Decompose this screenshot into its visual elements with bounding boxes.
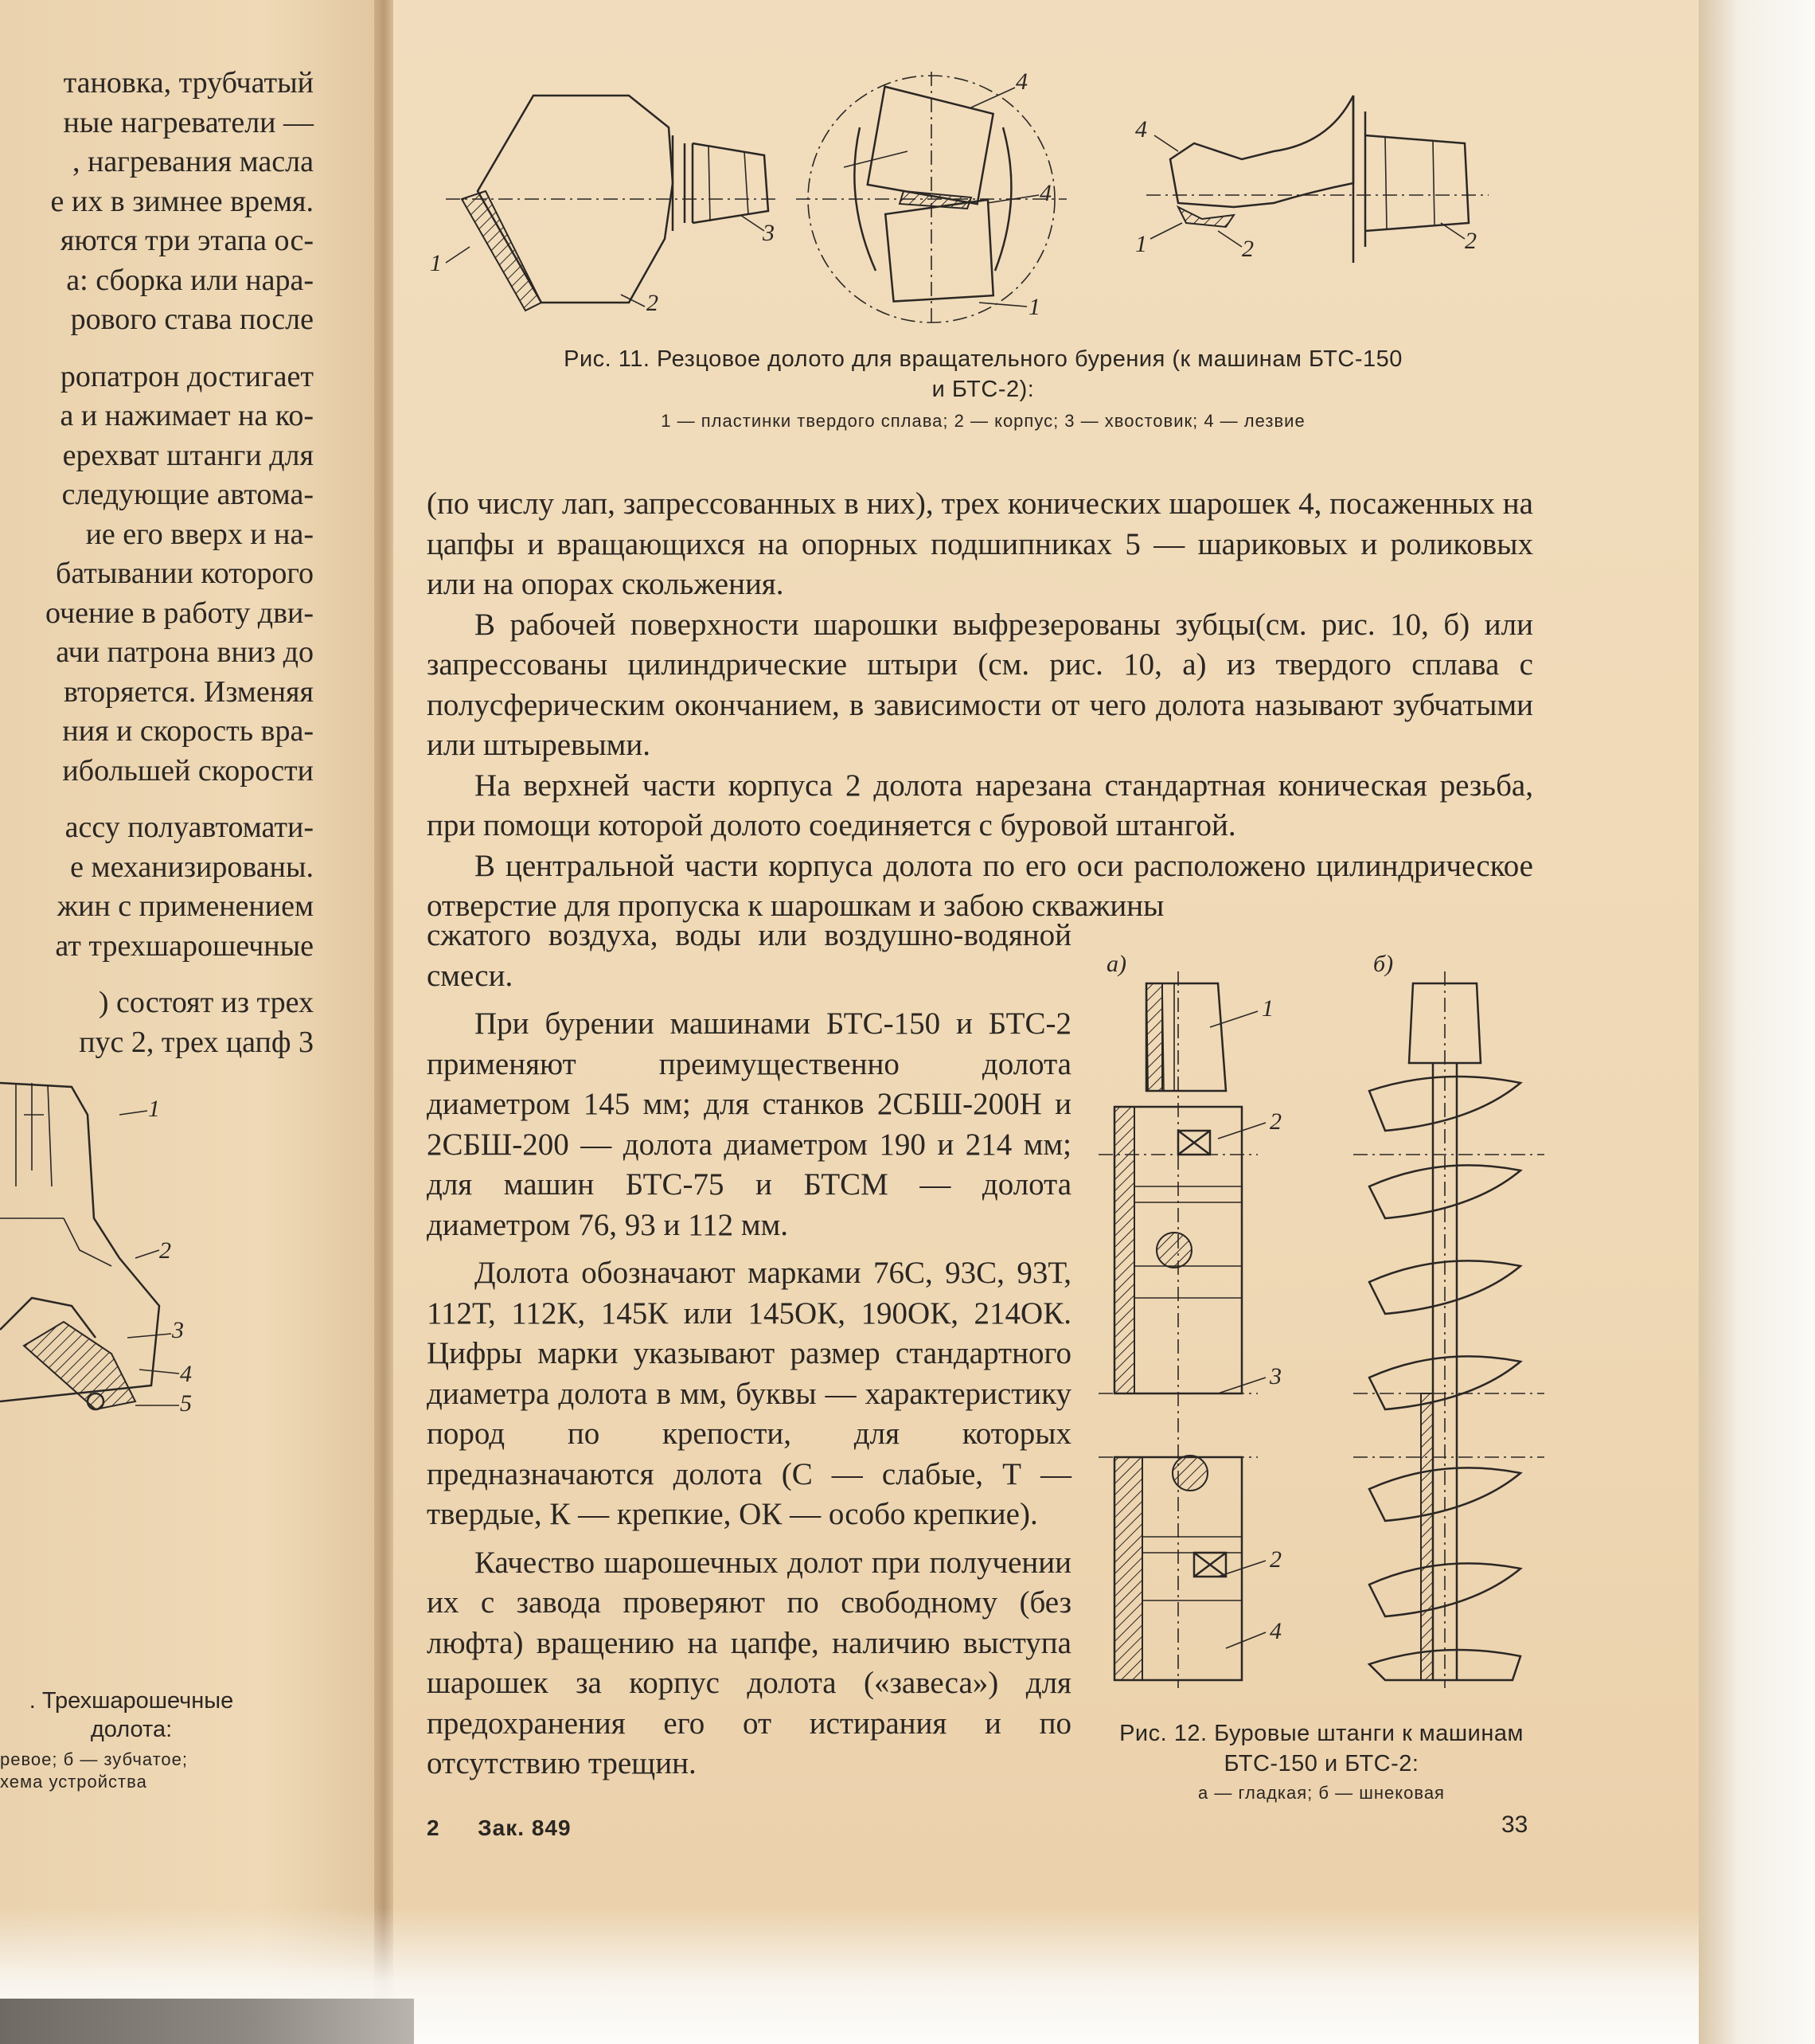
left-text-line: ные нагреватели —	[63, 105, 314, 139]
signature-order: Зак. 849	[478, 1815, 572, 1840]
paragraph-6: Долота обозначают марками 76С, 93С, 93Т, 112Т, 112К, 145К или 145ОК, 190ОК, 214ОК. Цифры марки указывают размер стандартного диаметра долота в мм, буквы — характеристику пород по крепости, для которых предназначаются долота (С — слабые, Т — твердые, К — крепкие, ОК — особо крепкие).	[427, 1256, 1071, 1531]
paragraph-1: (по числу лап, запрессованных в них), трех конических шарошек 4, посаженных на цапфы и вращающихся на опорных подшипниках 5 — шариковых и роликовых или на опорах скольжения.	[427, 487, 1533, 601]
fig12-label-1: 1	[1262, 995, 1274, 1022]
fig11-legend: 1 — пластинки твердого сплава; 2 — корпус; 3 — хвостовик; 4 — лезвие	[661, 411, 1306, 431]
fig12-label-b: б)	[1373, 951, 1394, 977]
fig10-caption-title2: долота:	[90, 1717, 173, 1742]
fig12-legend: а — гладкая; б — шнековая	[1198, 1783, 1445, 1803]
fig10-label-3: 3	[172, 1317, 184, 1343]
narrow-column	[427, 916, 1071, 1784]
left-text-line: ерехват штанги для	[62, 438, 314, 472]
fig10-legend-2: хема устройства	[0, 1772, 147, 1792]
left-text-line: следующие автома-	[61, 478, 314, 511]
fig11-label-1b: 1	[1028, 294, 1040, 320]
page-edge	[1699, 0, 1815, 2044]
left-text-line: очение в работу дви-	[45, 596, 314, 630]
left-text-line: е механизированы.	[70, 850, 314, 884]
fig10-label-5: 5	[180, 1390, 192, 1417]
fig11-label-2c: 2	[1465, 228, 1477, 254]
fig11-label-1a: 1	[430, 250, 442, 276]
fig10-caption-title: . Трехшарошечные	[29, 1688, 234, 1714]
body-text	[427, 484, 1533, 927]
page-number: 33	[1501, 1811, 1528, 1838]
signature-number: 2	[427, 1815, 440, 1840]
fig12-caption: Рис. 12. Буровые штанги к машинам БТС-150 и БТС-2:	[1119, 1721, 1524, 1776]
fig11-drawing	[430, 64, 1536, 334]
fig10-label-2: 2	[159, 1237, 171, 1264]
book-gutter	[374, 0, 393, 2044]
paragraph-7: Качество шарошечных долот при получении их с завода проверяют по свободному (без люфта) вращению на цапфе, наличию выступа шарошек за корпус долота («завеса») для предохранения его от истирания и по отсутствию трещин.	[427, 1545, 1071, 1780]
paragraph-2: В рабочей поверхности шарошки выфрезерованы зубцы(см. рис. 10, б) или запрессованы цилиндрические штыри (см. рис. 10, а) из твердого сплава с полусферическим окончанием, в зависимости от чего долота называют зубчатыми или штыревыми.	[427, 607, 1533, 762]
line-gap	[0, 791, 314, 808]
left-text-line: а: сборка или нара-	[66, 263, 314, 297]
fig12-label-a: а)	[1107, 951, 1126, 977]
left-text-line: , нагревания масла	[72, 145, 314, 178]
fig11-label-4d: 4	[1135, 116, 1147, 143]
left-text-line: е их в зимнее время.	[50, 184, 314, 218]
left-text-line: яются три этапа ос-	[60, 224, 314, 257]
fig12-label-2b: 2	[1270, 1546, 1282, 1573]
fig11-label-2a: 2	[646, 290, 658, 316]
left-text-line: ния и скорость вра-	[62, 714, 314, 748]
fig11-label-2b: 2	[1242, 236, 1254, 262]
left-text-line: жин с применением	[57, 889, 314, 923]
fig11-label-4b: 4	[1016, 68, 1028, 95]
left-text-line: батывании которого	[56, 557, 314, 590]
left-text-line: а и нажимает на ко-	[60, 399, 314, 432]
left-text-line: ибольшей скорости	[62, 753, 314, 788]
paragraph-4-end: сжатого воздуха, воды или воздушно-водяной смеси.	[427, 918, 1071, 993]
left-text-line: ропатрон достигает	[60, 359, 314, 393]
paragraph-3: На верхней части корпуса 2 долота нарезана стандартная коническая резьба, при помощи которой долото соединяется с буровой штангой.	[427, 768, 1533, 842]
fig10-legend-1: ревое; б — зубчатое;	[0, 1749, 189, 1769]
left-text-line: ачи патрона вниз до	[56, 635, 314, 669]
fig11-caption	[430, 344, 1536, 405]
left-text-line: ие его вверх и на-	[85, 517, 314, 551]
fig12-label-4: 4	[1270, 1618, 1282, 1644]
fig10-drawing	[0, 1067, 207, 1481]
paragraph-4: В центральной части корпуса долота по его оси расположено цилиндрическое отверстие для пропуска к шарошкам и забою скважины	[427, 848, 1533, 923]
left-text-line: ) состоят из трех	[98, 986, 314, 1019]
line-gap	[0, 340, 314, 358]
fig11-caption-line2: и БТС-2):	[931, 377, 1035, 402]
paragraph-5: При бурении машинами БТС-150 и БТС-2 применяют преимущественно долота диаметром 145 мм; для станков 2СБШ-200Н и 2СБШ-200 — долота диаметром 190 и 214 мм; для машин БТС-75 и БТСМ — долота диаметром 76, 93 и 112 мм.	[427, 1006, 1071, 1242]
line-gap	[0, 966, 314, 983]
fig10-label-1: 1	[148, 1096, 160, 1122]
left-text-line: пус 2, трех цапф 3	[79, 1025, 314, 1059]
left-text-line: вторяется. Изменяя	[64, 674, 314, 709]
fig11-label-4c: 4	[1040, 180, 1052, 206]
left-text-line: тановка, трубчатый	[63, 66, 314, 100]
fig11-label-1c: 1	[1135, 231, 1147, 257]
left-text-line: ассу полуавтомати-	[64, 811, 314, 844]
fig10-caption	[0, 1686, 263, 1793]
fig11-caption-line1: Рис. 11. Резцовое долото для вращательного бурения (к машинам БТС-150	[564, 346, 1403, 372]
left-page-text	[0, 64, 314, 1062]
fig12-label-3: 3	[1270, 1363, 1282, 1389]
fig12-drawing	[1099, 948, 1544, 1696]
fig12-label-2a: 2	[1270, 1108, 1282, 1135]
fig10-label-4: 4	[180, 1361, 192, 1387]
left-text-line: рового става после	[70, 303, 314, 336]
fig11-label-3a: 3	[763, 220, 775, 246]
printer-signature	[427, 1815, 572, 1841]
left-text-line: ат трехшарошечные	[55, 928, 314, 963]
book-cover-strip	[0, 1999, 414, 2044]
